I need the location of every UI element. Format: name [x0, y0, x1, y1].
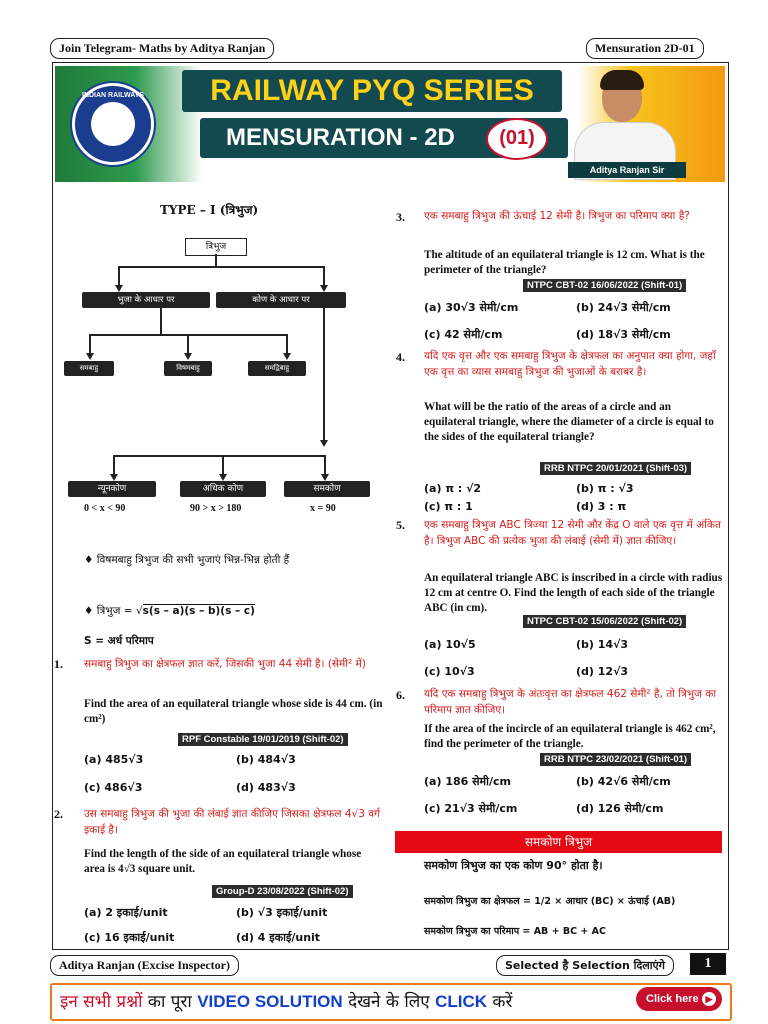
- q4-option-d[interactable]: (d) 3 : π: [576, 500, 627, 513]
- q1-number: 1.: [54, 657, 63, 671]
- tree-right: समकोण: [284, 481, 370, 497]
- q6-english: If the area of the incircle of an equilateral triangle is 462 cm², find the perimeter of the triangle.: [424, 723, 716, 750]
- tree-root: त्रिभुज: [185, 238, 247, 256]
- tree-obtuse: अधिक कोण: [180, 481, 266, 497]
- cta-part-e: CLICK: [435, 992, 488, 1011]
- telegram-label: Join Telegram- Maths by Aditya Ranjan: [50, 38, 274, 59]
- tree-by-side: भुजा के आधार पर: [82, 292, 210, 308]
- cond-obtuse: 90 > x > 180: [190, 503, 242, 514]
- play-arrow-icon: ▶: [702, 992, 716, 1006]
- q1-option-d[interactable]: (d) 483√3: [236, 781, 296, 794]
- section-line1: समकोण त्रिभुज का एक कोण 90° होता है।: [424, 859, 603, 872]
- tree-isosceles: समद्विबाहु: [248, 361, 306, 376]
- q4-hindi: यदि एक वृत्त और एक समबाहु त्रिभुज के क्षेत्रफल का अनुपात क्या होगा, जहाँ एक वृत्त का व्यास समबाहु त्रिभुज की भुजाओं के बराबर है।: [424, 350, 716, 378]
- q4-number: 4.: [396, 350, 405, 364]
- q3-number: 3.: [396, 210, 405, 224]
- q1-option-a[interactable]: (a) 485√3: [84, 753, 144, 766]
- cond-acute: 0 < x < 90: [84, 503, 126, 514]
- q4-english: What will be the ratio of the areas of a circle and an equilateral triangle, where the diameter of a circle is equal to the sides of the equilateral triangle?: [424, 401, 714, 443]
- q6-option-a[interactable]: (a) 186 सेमी/cm: [424, 775, 511, 788]
- q1-option-c[interactable]: (c) 486√3: [84, 781, 143, 794]
- q5-option-a[interactable]: (a) 10√5: [424, 638, 476, 651]
- q5-option-c[interactable]: (c) 10√3: [424, 665, 475, 678]
- q3-option-d[interactable]: (d) 18√3 सेमी/cm: [576, 328, 671, 341]
- tree-acute: न्यूनकोण: [68, 481, 156, 497]
- cta-part-d: देखने के लिए: [342, 992, 436, 1012]
- cta-part-a: इन सभी प्रश्नों: [60, 992, 143, 1012]
- q5-hindi: एक समबाहु त्रिभुज ABC त्रिज्या 12 सेमी और केंद्र O वाले एक वृत्त में अंकित है। त्रिभुज ABC की प्रत्येक भुजा की लंबाई (सेमी में) ज्ञात कीजिए।: [424, 519, 721, 547]
- tree-by-angle: कोण के आधार पर: [216, 292, 346, 308]
- q4-option-a[interactable]: (a) π : √2: [424, 482, 482, 495]
- q3-hindi: एक समबाहु त्रिभुज की ऊंचाई 12 सेमी है। त्रिभुज का परिमाप क्या है?: [424, 210, 690, 222]
- q3-option-b[interactable]: (b) 24√3 सेमी/cm: [576, 301, 671, 314]
- click-here-button[interactable]: Click here ▶: [636, 987, 722, 1011]
- q6-option-d[interactable]: (d) 126 सेमी/cm: [576, 802, 664, 815]
- section-line3: समकोण त्रिभुज का परिमाप = AB + BC + AC: [424, 926, 606, 937]
- section-line2: समकोण त्रिभुज का क्षेत्रफल = 1/2 × आधार (BC) × ऊंचाई (AB): [424, 896, 676, 907]
- type-heading: TYPE – I (त्रिभुज): [160, 203, 259, 217]
- series-title: RAILWAY PYQ SERIES: [182, 70, 562, 112]
- part-number-badge: (01): [486, 118, 548, 160]
- video-solution-banner[interactable]: [50, 983, 732, 1021]
- q1-english: Find the area of an equilateral triangle whose side is 44 cm. (in cm²): [84, 698, 383, 725]
- q4-source: RRB NTPC 20/01/2021 (Shift-03): [540, 462, 691, 475]
- topic-title: MENSURATION - 2D: [200, 118, 568, 158]
- q6-option-b[interactable]: (b) 42√6 सेमी/cm: [576, 775, 671, 788]
- q5-option-b[interactable]: (b) 14√3: [576, 638, 629, 651]
- q3-source: NTPC CBT-02 16/06/2022 (Shift-01): [523, 279, 686, 292]
- section-right-triangle-title: समकोण त्रिभुज: [395, 831, 722, 853]
- bullet-scalene: ♦ विषमबाहु त्रिभुज की सभी भुजाएं भिन्न-भिन्न होती हैं: [84, 554, 290, 566]
- q2-option-a[interactable]: (a) 2 इकाई/unit: [84, 906, 168, 919]
- cta-part-f: करें: [487, 992, 513, 1012]
- q1-option-b[interactable]: (b) 484√3: [236, 753, 296, 766]
- q3-option-a[interactable]: (a) 30√3 सेमी/cm: [424, 301, 519, 314]
- q6-source: RRB NTPC 23/02/2021 (Shift-01): [540, 753, 691, 766]
- q6-hindi: यदि एक समबाहु त्रिभुज के अंतःवृत्त का क्षेत्रफल 462 सेमी² है, तो त्रिभुज का परिमाप ज्ञात कीजिए।: [424, 688, 717, 716]
- q1-source: RPF Constable 19/01/2019 (Shift-02): [178, 733, 348, 746]
- bullet-heron: ♦ त्रिभुज = √s(s – a)(s – b)(s – c): [84, 605, 255, 617]
- cta-part-c: VIDEO SOLUTION: [197, 992, 343, 1011]
- q3-english: The altitude of an equilateral triangle is 12 cm. What is the perimeter of the triangle?: [424, 249, 705, 276]
- q5-number: 5.: [396, 518, 405, 532]
- q1-hindi: समबाहु त्रिभुज का क्षेत्रफल ज्ञात करें, जिसकी भुजा 44 सेमी है। (सेमी² में): [84, 658, 366, 670]
- tree-equilateral: समबाहु: [64, 361, 114, 376]
- q2-option-d[interactable]: (d) 4 इकाई/unit: [236, 931, 321, 944]
- q3-option-c[interactable]: (c) 42 सेमी/cm: [424, 328, 503, 341]
- cond-right: x = 90: [310, 503, 336, 514]
- author-photo: [568, 70, 686, 178]
- q2-number: 2.: [54, 807, 63, 821]
- q4-option-b[interactable]: (b) π : √3: [576, 482, 634, 495]
- tree-scalene: विषमबाहु: [164, 361, 212, 376]
- footer-author: Aditya Ranjan (Excise Inspector): [50, 955, 239, 976]
- q2-english: Find the length of the side of an equilateral triangle whose area is 4√3 square unit.: [84, 848, 362, 875]
- q6-number: 6.: [396, 688, 405, 702]
- q5-source: NTPC CBT-02 15/06/2022 (Shift-02): [523, 615, 686, 628]
- q2-option-b[interactable]: (b) √3 इकाई/unit: [236, 906, 328, 919]
- q2-source: Group-D 23/08/2022 (Shift-02): [212, 885, 353, 898]
- s-definition: S = अर्ध परिमाप: [84, 635, 154, 647]
- cta-part-b: का पूरा: [142, 992, 198, 1012]
- q2-hindi: उस समबाहु त्रिभुज की भुजा की लंबाई ज्ञात कीजिए जिसका क्षेत्रफल 4√3 वर्ग इकाई है।: [84, 808, 380, 836]
- author-caption: Aditya Ranjan Sir: [568, 162, 686, 178]
- q4-option-c[interactable]: (c) π : 1: [424, 500, 473, 513]
- page-number: 1: [690, 953, 726, 975]
- q6-option-c[interactable]: (c) 21√3 सेमी/cm: [424, 802, 518, 815]
- q5-english: An equilateral triangle ABC is inscribed in a circle with radius 12 cm at centre O. Find the length of each side of the triangle ABC (in cm).: [424, 572, 723, 614]
- q5-option-d[interactable]: (d) 12√3: [576, 665, 629, 678]
- q2-option-c[interactable]: (c) 16 इकाई/unit: [84, 931, 175, 944]
- footer-selected: Selected है Selection दिलाएंगे: [496, 955, 674, 976]
- chapter-label: Mensuration 2D-01: [586, 38, 704, 59]
- railway-logo-icon: INDIAN RAILWAYS: [72, 83, 154, 165]
